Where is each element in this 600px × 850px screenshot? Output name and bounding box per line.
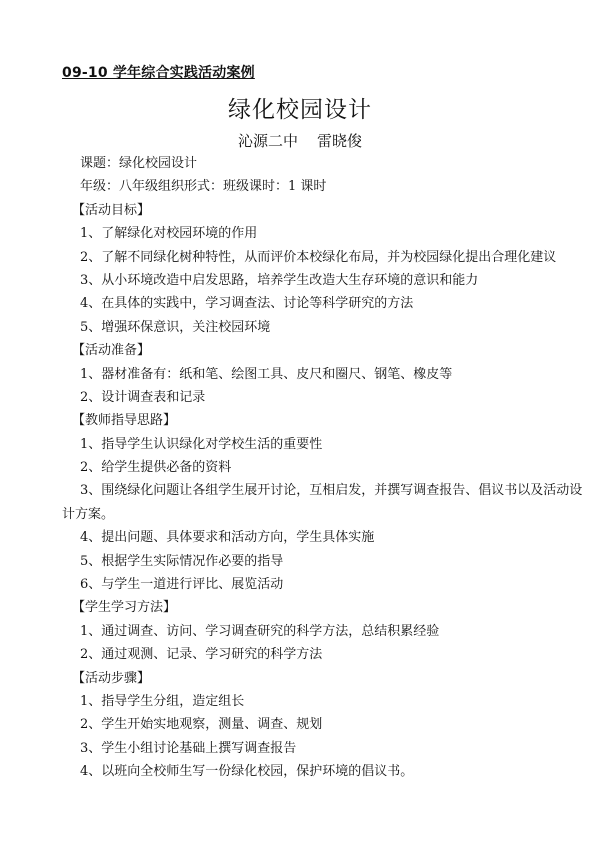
body-line: 6、与学生一道进行评比、展览活动 bbox=[80, 577, 284, 593]
document-body bbox=[62, 152, 583, 784]
section-heading: 【活动步骤】 bbox=[72, 670, 151, 686]
body-line: 1、器材准备有：纸和笔、绘图工具、皮尺和圈尺、钢笔、橡皮等 bbox=[80, 366, 453, 382]
body-line: 3、从小环境改造中启发思路，培养学生改造大生存环境的意识和能力 bbox=[80, 272, 479, 288]
body-line: 年级：八年级组织形式：班级课时：1 课时 bbox=[80, 179, 327, 195]
body-line: 3、学生小组讨论基础上撰写调查报告 bbox=[80, 740, 297, 756]
body-line: 4、提出问题、具体要求和活动方向，学生具体实施 bbox=[80, 530, 375, 546]
document-author: 沁源二中 雷晓俊 bbox=[237, 132, 363, 150]
body-line: 1、指导学生分组，造定组长 bbox=[80, 693, 245, 709]
body-line: 2、设计调查表和记录 bbox=[80, 389, 206, 405]
body-line: 2、通过观测、记录、学习研究的科学方法 bbox=[80, 647, 323, 663]
document-title: 绿化校园设计 bbox=[228, 97, 372, 123]
body-line: 4、以班向全校师生写一份绿化校园，保护环境的倡议书。 bbox=[80, 764, 414, 780]
body-line: 3、围绕绿化问题让各组学生展开讨论，互相启发，并撰写调查报告、倡议书以及活动设 bbox=[80, 483, 583, 499]
body-line: 1、了解绿化对校园环境的作用 bbox=[80, 226, 258, 242]
document-header: 09-10 学年综合实践活动案例 bbox=[62, 65, 255, 81]
body-line: 5、根据学生实际情况作必要的指导 bbox=[80, 553, 284, 569]
body-line: 4、在具体的实践中，学习调查法、讨论等科学研究的方法 bbox=[80, 296, 414, 312]
body-line: 1、指导学生认识绿化对学校生活的重要性 bbox=[80, 436, 323, 452]
section-heading: 【活动准备】 bbox=[72, 343, 151, 359]
body-line: 2、学生开始实地观察，测量、调查、规划 bbox=[80, 717, 323, 733]
body-line: 2、了解不同绿化树种特性，从而评价本校绿化布局，并为校园绿化提出合理化建议 bbox=[80, 249, 557, 265]
body-line: 计方案。 bbox=[62, 506, 115, 522]
body-line: 课题：绿化校园设计 bbox=[80, 156, 198, 171]
body-line: 5、增强环保意识，关注校园环境 bbox=[80, 319, 271, 335]
section-heading: 【教师指导思路】 bbox=[72, 413, 177, 429]
body-line: 1、通过调查、访问、学习调查研究的科学方法，总结积累经验 bbox=[80, 623, 440, 639]
body-line: 2、给学生提供必备的资料 bbox=[80, 460, 232, 476]
section-heading: 【学生学习方法】 bbox=[72, 600, 177, 616]
section-heading: 【活动目标】 bbox=[72, 202, 151, 218]
